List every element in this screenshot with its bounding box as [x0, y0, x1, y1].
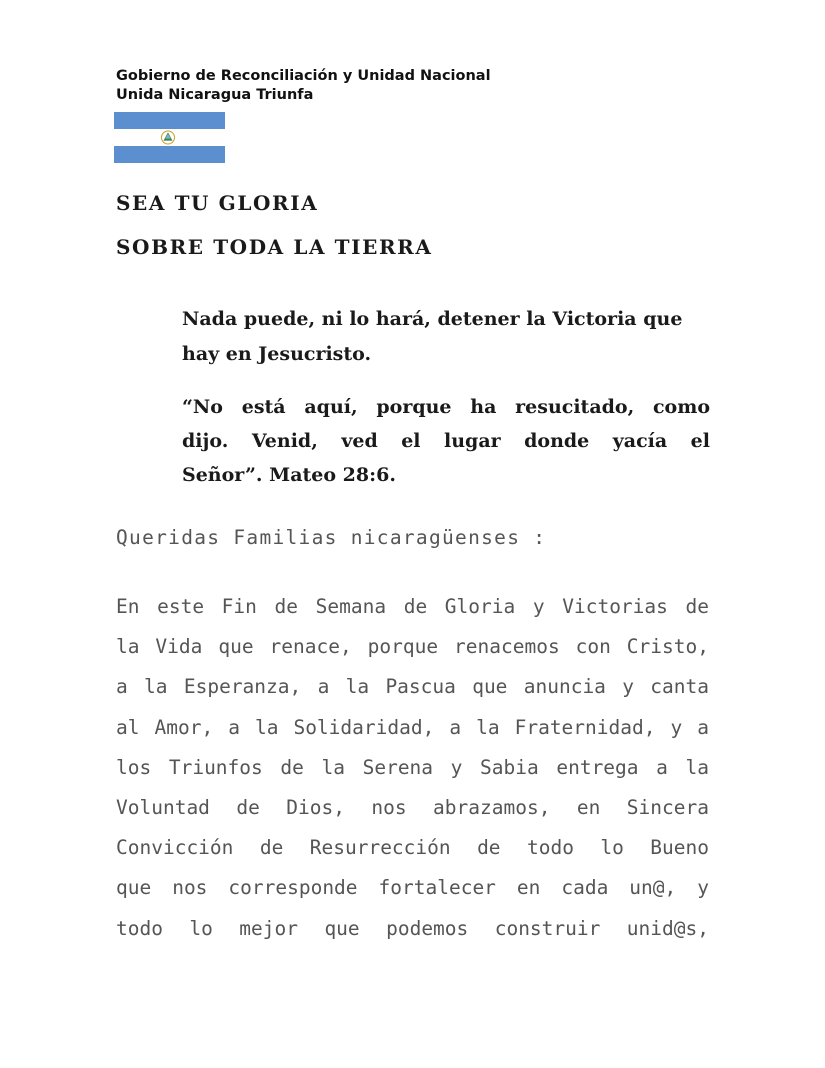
bible-quote-line: dijo. Venid, ved el lugar donde yacía el: [182, 430, 710, 452]
body-line: a la Esperanza, a la Pascua que anuncia y canta: [116, 675, 709, 699]
flag-middle-stripe: [114, 129, 225, 146]
body-line: Voluntad de Dios, nos abrazamos, en Sincera: [116, 795, 709, 819]
body-line: todo lo mejor que podemos construir unid@s,: [116, 916, 709, 940]
body-line: los Triunfos de la Serena y Sabia entrega a la: [116, 755, 709, 779]
body-paragraph: [116, 593, 709, 955]
government-slogan: Unida Nicaragua Triunfa: [116, 87, 314, 103]
salutation: Queridas Familias nicaragüenses :: [116, 526, 547, 549]
body-line: Convicción de Resurrección de todo lo Bueno: [116, 836, 709, 860]
body-line: En este Fin de Semana de Gloria y Victorias de: [116, 595, 709, 618]
document-title-line-2: SOBRE TODA LA TIERRA: [116, 235, 433, 259]
body-line: la Vida que renace, porque renacemos con Cristo,: [116, 635, 709, 659]
government-name: Gobierno de Reconciliación y Unidad Nacional: [116, 68, 491, 84]
epigraph-statement: Nada puede, ni lo hará, detener la Victoria que hay en Jesucristo.: [182, 308, 683, 365]
bible-quote-line: “No está aquí, porque ha resucitado, como: [182, 396, 710, 418]
nicaragua-flag: [114, 112, 225, 163]
document-title-line-1: SEA TU GLORIA: [116, 191, 319, 215]
flag-bottom-stripe: [114, 146, 225, 163]
body-line: que nos corresponde fortalecer en cada un@, y: [116, 876, 709, 900]
bible-quote-line: Señor”. Mateo 28:6.: [182, 464, 396, 486]
body-line: al Amor, a la Solidaridad, a la Fraternidad, y a: [116, 715, 709, 739]
coat-of-arms-icon: [160, 130, 176, 145]
government-header: [116, 67, 491, 105]
epigraph-bible-quote: [182, 390, 710, 492]
flag-top-stripe: [114, 112, 225, 129]
